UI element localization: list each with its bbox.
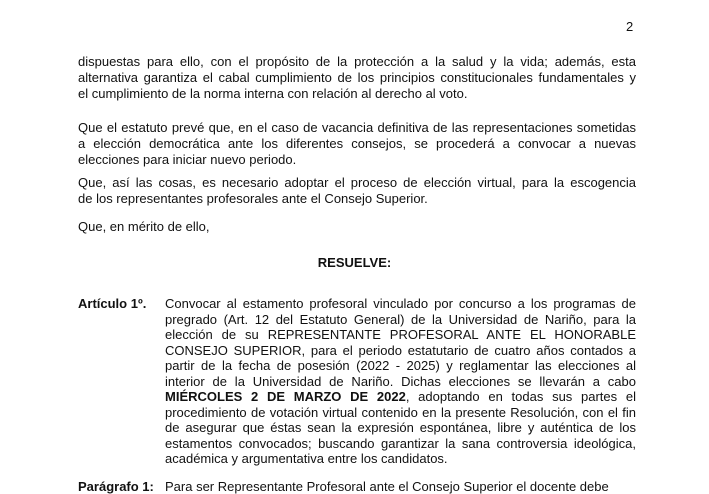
election-date: MIÉRCOLES 2 DE MARZO DE 2022 (165, 389, 406, 404)
paragraph-line: dispuestas para ello, con el propósito de la protección a la salud y la vida; además, esta (78, 54, 636, 69)
article-body (165, 296, 636, 467)
article-line: interior de la Universidad de Nariño. Dichas elecciones se llevarán a cabo (165, 373, 636, 389)
paragrafo-label: Parágrafo 1: (78, 479, 154, 494)
resuelve-heading (0, 255, 709, 270)
article-line: procedimiento de votación virtual contenido en la presente Resolución, con el fin (165, 404, 636, 420)
page-number: 2 (626, 19, 634, 34)
article-line: estamentos convocados; buscando garantizar la sana controversia ideológica, (165, 435, 636, 451)
paragraph-line: elecciones para iniciar nuevo periodo. (78, 152, 297, 167)
article-line: Convocar al estamento profesoral vinculado por concurso a los programas de (165, 296, 636, 311)
paragraph-2 (78, 120, 636, 168)
article-line: académica y argumentativa entre los candidatos. (165, 451, 448, 466)
paragraph-4 (78, 219, 636, 235)
paragraph-line: alternativa garantiza el cabal cumplimiento de los principios constitucionales fundamentales y (78, 70, 636, 85)
article-line: elección de su REPRESENTANTE PROFESORAL ANTE EL HONORABLE (165, 327, 636, 342)
paragrafo-text: Para ser Representante Profesoral ante el Consejo Superior el docente debe (165, 479, 609, 494)
paragraph-line: de los representantes profesorales ante el Consejo Superior. (78, 191, 428, 206)
article-line: de asegurar que éstas sean la expresión espontánea, libre y auténtica de los (165, 420, 636, 435)
article-date-line (165, 389, 636, 405)
article-line: pregrado (Art. 12 del Estatuto General) de la Universidad de Nariño, para la (165, 311, 636, 327)
article-line: partir de la fecha de posesión (2022 - 2025) y reglamentar las elecciones al (165, 358, 636, 373)
article-line: CONSEJO SUPERIOR, para el periodo estatutario de cuatro años contados a (165, 342, 636, 358)
paragraph-line: a elección democrática ante los diferentes consejos, se procederá a convocar a nuevas (78, 136, 636, 151)
paragraph-3 (78, 175, 636, 207)
paragraph-line: el cumplimiento de la norma interna con relación al derecho al voto. (78, 86, 468, 101)
paragraph-line: Que, así las cosas, es necesario adoptar el proceso de elección virtual, para la escogencia (78, 175, 636, 190)
heading-text: RESUELVE: (317, 255, 392, 270)
paragraph-line: Que, en mérito de ello, (78, 219, 210, 234)
paragraph-line: Que el estatuto prevé que, en el caso de vacancia definitiva de las representaciones sometidas (78, 120, 636, 135)
date-line-rest: , adoptando en todas sus partes el (405, 389, 636, 404)
article-label: Artículo 1º. (78, 296, 147, 311)
paragraph-1 (78, 54, 636, 102)
